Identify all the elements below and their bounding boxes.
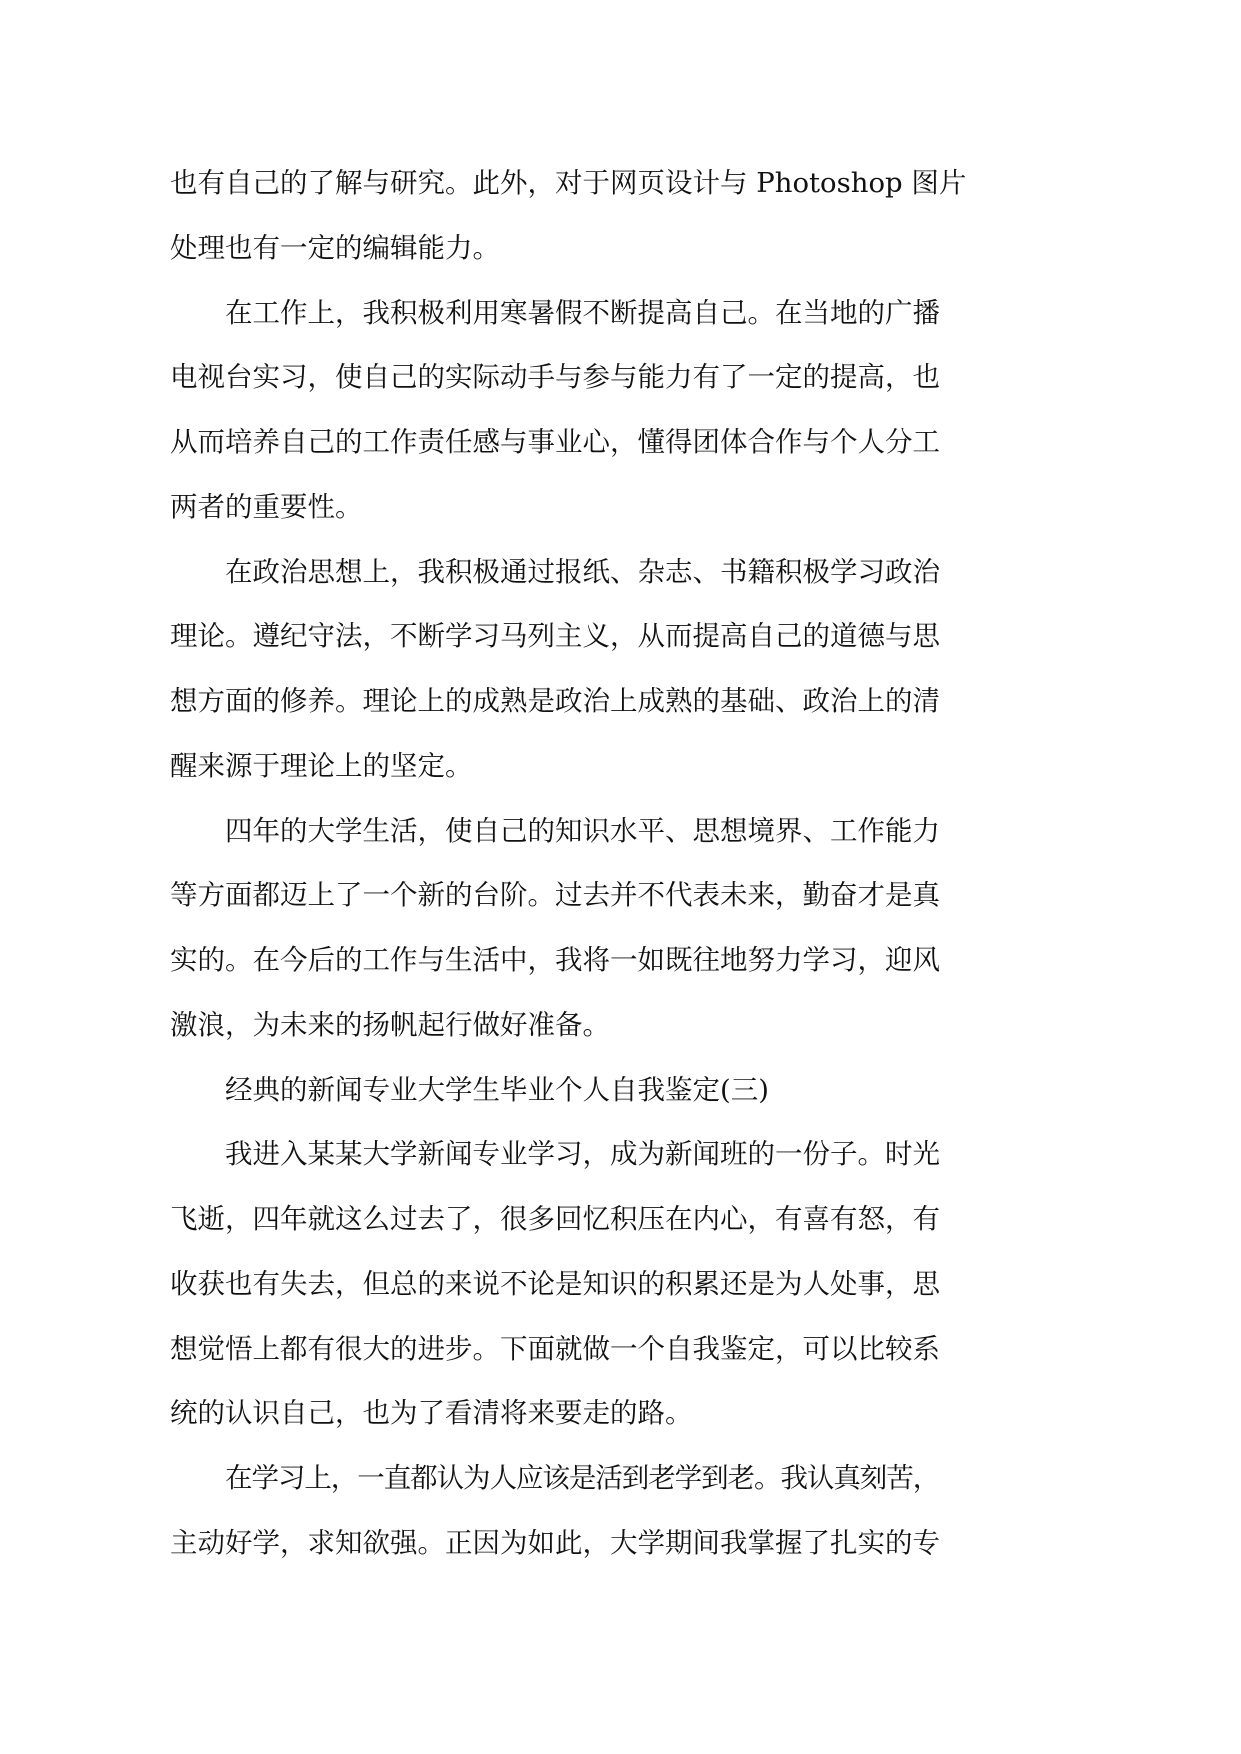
paragraph-line: 收获也有失去，但总的来说不论是知识的积累还是为人处事，思 — [170, 1267, 940, 1300]
paragraph-line: 两者的重要性。 — [170, 490, 363, 523]
paragraph — [170, 151, 970, 281]
paragraph-line: 从而培养自己的工作责任感与事业心，懂得团体合作与个人分工 — [170, 426, 940, 458]
paragraph-line: 四年的大学生活，使自己的知识水平、思想境界、工作能力 — [225, 814, 940, 847]
paragraph-line: 想觉悟上都有很大的进步。下面就做一个自我鉴定，可以比较系 — [170, 1332, 940, 1365]
section-heading: 经典的新闻专业大学生毕业个人自我鉴定(三) — [225, 1073, 769, 1106]
paragraph-line: 理论。遵纪守法，不断学习马列主义，从而提高自己的道德与思 — [170, 620, 940, 653]
paragraph-line: 实的。在今后的工作与生活中，我将一如既往地努力学习，迎风 — [170, 944, 940, 976]
paragraph-line: 想方面的修养。理论上的成熟是政治上成熟的基础、政治上的清 — [170, 685, 940, 717]
document-body — [170, 151, 970, 1576]
paragraph-line: 主动好学，求知欲强。正因为如此，大学期间我掌握了扎实的专 — [170, 1526, 940, 1559]
paragraph-line: 统的认识自己，也为了看清将来要走的路。 — [170, 1397, 693, 1430]
paragraph — [170, 1446, 970, 1576]
paragraph-line: 电视台实习，使自己的实际动手与参与能力有了一定的提高，也 — [170, 361, 940, 394]
paragraph-line: 醒来源于理论上的坚定。 — [170, 749, 473, 782]
paragraph — [170, 540, 970, 799]
paragraph — [170, 1122, 970, 1446]
paragraph-line: 在学习上，一直都认为人应该是活到老学到老。我认真刻苦， — [225, 1462, 940, 1494]
paragraph-line: 也有自己的了解与研究。此外，对于网页设计与 Photoshop 图片 — [170, 167, 967, 199]
paragraph-line: 飞逝，四年就这么过去了，很多回忆积压在内心，有喜有怒，有 — [170, 1203, 940, 1235]
paragraph-line: 等方面都迈上了一个新的台阶。过去并不代表未来，勤奋才是真 — [170, 879, 940, 912]
paragraph-line: 处理也有一定的编辑能力。 — [170, 231, 500, 264]
paragraph — [170, 281, 970, 540]
paragraph-line: 在政治思想上，我积极通过报纸、杂志、书籍积极学习政治 — [225, 555, 940, 588]
paragraph-line: 我进入某某大学新闻专业学习，成为新闻班的一份子。时光 — [225, 1138, 940, 1171]
paragraph — [170, 799, 970, 1058]
paragraph-line: 在工作上，我积极利用寒暑假不断提高自己。在当地的广播 — [225, 296, 940, 329]
paragraph-line: 激浪，为未来的扬帆起行做好准备。 — [170, 1008, 610, 1041]
